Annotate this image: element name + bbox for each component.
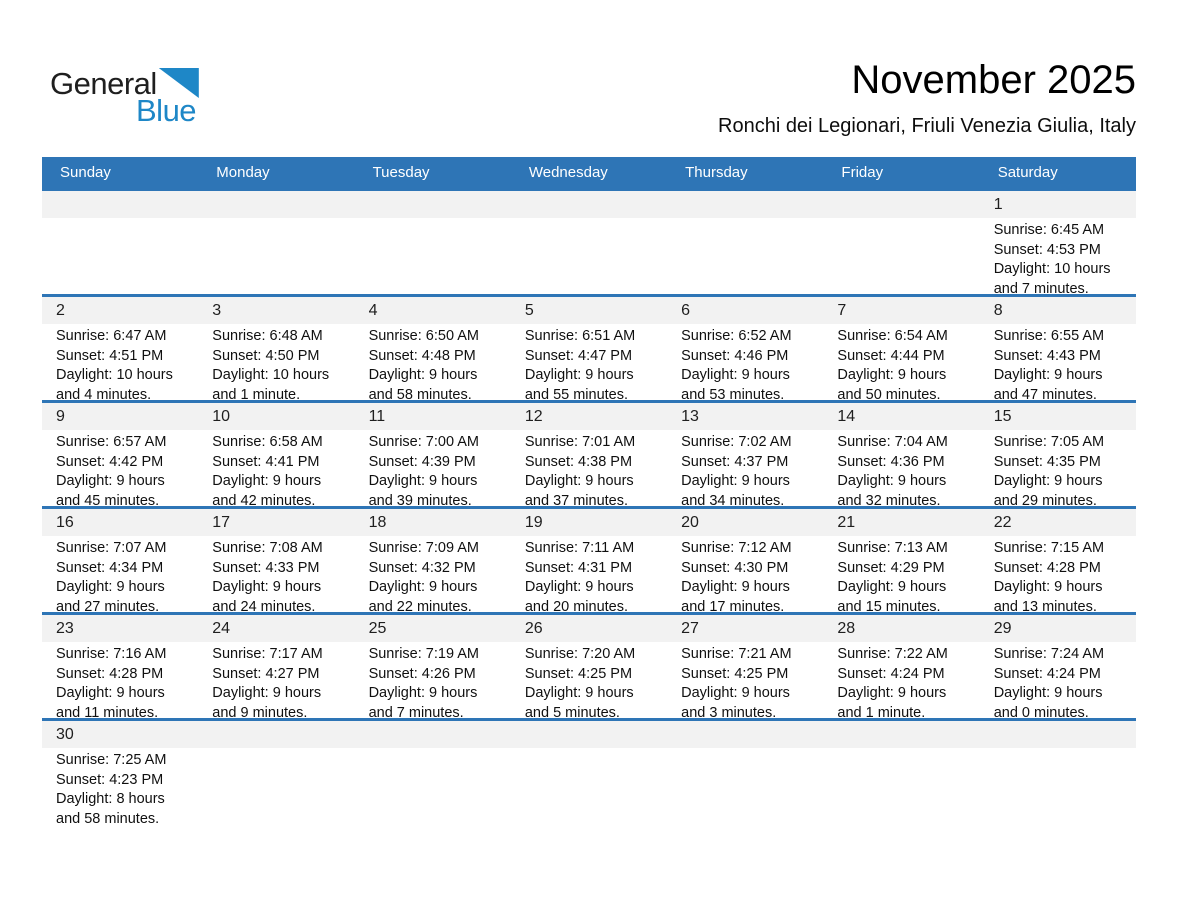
calendar-body — [42, 188, 1136, 834]
daylight-text: Daylight: 10 hours and 7 minutes. — [993, 261, 1111, 297]
logo-word-blue: Blue — [136, 93, 197, 128]
daylight-text: Daylight: 9 hours and 53 minutes. — [681, 367, 790, 403]
day-cell — [511, 403, 667, 509]
day-number: 16 — [42, 509, 198, 536]
daylight-text: Daylight: 9 hours and 55 minutes. — [524, 367, 634, 403]
sunrise-text: Sunrise: 7:00 AM — [368, 434, 479, 450]
day-cell — [355, 403, 511, 509]
daylight-text: Daylight: 9 hours and 39 minutes. — [368, 473, 478, 509]
sunset-text: Sunset: 4:28 PM — [56, 665, 164, 682]
day-number — [980, 721, 1136, 748]
day-cell — [355, 615, 511, 721]
day-info — [511, 324, 667, 405]
day-cell — [198, 297, 354, 403]
day-cell — [42, 403, 198, 509]
week-row — [42, 506, 1136, 615]
day-number: 12 — [511, 403, 667, 430]
daylight-text: Daylight: 9 hours and 42 minutes. — [212, 473, 322, 509]
empty-cell — [355, 191, 511, 294]
sunset-text: Sunset: 4:27 PM — [212, 665, 320, 682]
sunset-text: Sunset: 4:47 PM — [524, 347, 633, 364]
day-info — [823, 324, 979, 405]
sunrise-text: Sunrise: 6:52 AM — [681, 328, 792, 344]
day-number: 8 — [980, 297, 1136, 324]
day-number: 7 — [823, 297, 979, 324]
sunrise-text: Sunrise: 7:24 AM — [993, 646, 1105, 662]
day-info — [355, 324, 511, 405]
day-number: 15 — [980, 403, 1136, 430]
weekday-header-thursday: Thursday — [685, 164, 748, 181]
day-info — [823, 642, 979, 723]
day-cell — [823, 615, 979, 721]
sunrise-text: Sunrise: 7:11 AM — [524, 540, 635, 556]
day-info — [823, 536, 979, 617]
sunrise-text: Sunrise: 6:57 AM — [56, 434, 167, 450]
day-info — [42, 748, 198, 829]
sunrise-text: Sunrise: 7:17 AM — [212, 646, 323, 662]
day-cell — [42, 615, 198, 721]
daylight-text: Daylight: 9 hours and 45 minutes. — [56, 473, 165, 509]
day-info — [198, 642, 354, 723]
day-cell — [980, 615, 1136, 721]
calendar-table — [42, 157, 1136, 834]
day-number: 5 — [511, 297, 667, 324]
daylight-text: Daylight: 9 hours and 29 minutes. — [993, 473, 1103, 509]
logo-word-general: General — [50, 66, 157, 101]
day-number: 3 — [198, 297, 354, 324]
day-info — [42, 430, 198, 511]
sunrise-text: Sunrise: 6:50 AM — [368, 328, 479, 344]
daylight-text: Daylight: 9 hours and 3 minutes. — [681, 685, 790, 721]
sunrise-text: Sunrise: 7:07 AM — [56, 540, 167, 556]
day-number — [355, 721, 511, 748]
day-info — [511, 430, 667, 511]
daylight-text: Daylight: 9 hours and 50 minutes. — [837, 367, 947, 403]
sunrise-text: Sunrise: 6:58 AM — [212, 434, 323, 450]
daylight-text: Daylight: 9 hours and 34 minutes. — [681, 473, 790, 509]
day-info — [980, 324, 1136, 405]
weekday-header-row — [42, 157, 1136, 188]
sunrise-text: Sunrise: 7:21 AM — [681, 646, 792, 662]
sunset-text: Sunset: 4:23 PM — [56, 771, 164, 788]
sunrise-text: Sunrise: 6:45 AM — [993, 222, 1105, 238]
day-number: 22 — [980, 509, 1136, 536]
day-cell — [355, 297, 511, 403]
weekday-header-monday: Monday — [216, 164, 270, 181]
day-cell — [511, 297, 667, 403]
empty-cell — [980, 721, 1136, 834]
empty-cell — [823, 721, 979, 834]
sunset-text: Sunset: 4:34 PM — [56, 559, 164, 576]
day-info — [198, 324, 354, 405]
day-number — [667, 721, 823, 748]
page-subtitle: Ronchi dei Legionari, Friuli Venezia Giulia, Italy — [718, 115, 1136, 137]
sunrise-text: Sunrise: 7:25 AM — [56, 752, 167, 768]
sunrise-text: Sunrise: 7:09 AM — [368, 540, 479, 556]
day-number — [511, 191, 667, 218]
sunset-text: Sunset: 4:35 PM — [993, 453, 1101, 470]
day-cell — [823, 509, 979, 615]
weekday-header-friday: Friday — [841, 164, 884, 181]
day-number: 25 — [355, 615, 511, 642]
daylight-text: Daylight: 9 hours and 47 minutes. — [993, 367, 1103, 403]
sunrise-text: Sunrise: 6:55 AM — [993, 328, 1105, 344]
daylight-text: Daylight: 10 hours and 4 minutes. — [56, 367, 173, 403]
sunset-text: Sunset: 4:42 PM — [56, 453, 164, 470]
day-number: 29 — [980, 615, 1136, 642]
day-number — [355, 191, 511, 218]
daylight-text: Daylight: 9 hours and 9 minutes. — [212, 685, 322, 721]
sunset-text: Sunset: 4:31 PM — [524, 559, 633, 576]
day-number: 27 — [667, 615, 823, 642]
sunrise-text: Sunrise: 7:12 AM — [681, 540, 792, 556]
sunset-text: Sunset: 4:44 PM — [837, 347, 945, 364]
day-info — [355, 536, 511, 617]
day-number: 18 — [355, 509, 511, 536]
day-number: 1 — [980, 191, 1136, 218]
day-number: 17 — [198, 509, 354, 536]
sunrise-text: Sunrise: 7:20 AM — [524, 646, 636, 662]
day-info — [667, 642, 823, 723]
sunset-text: Sunset: 4:24 PM — [993, 665, 1101, 682]
sunrise-text: Sunrise: 7:05 AM — [993, 434, 1105, 450]
sunrise-text: Sunrise: 6:48 AM — [212, 328, 323, 344]
day-number: 10 — [198, 403, 354, 430]
day-cell — [198, 615, 354, 721]
day-cell — [667, 509, 823, 615]
day-info — [355, 642, 511, 723]
day-cell — [980, 509, 1136, 615]
day-cell — [823, 403, 979, 509]
sunrise-text: Sunrise: 7:16 AM — [56, 646, 167, 662]
day-cell — [198, 509, 354, 615]
sunset-text: Sunset: 4:38 PM — [524, 453, 633, 470]
empty-cell — [667, 721, 823, 834]
day-number — [667, 191, 823, 218]
empty-cell — [823, 191, 979, 294]
daylight-text: Daylight: 9 hours and 24 minutes. — [212, 579, 322, 615]
day-number — [198, 191, 354, 218]
daylight-text: Daylight: 10 hours and 1 minute. — [212, 367, 330, 403]
day-info — [667, 324, 823, 405]
day-number: 13 — [667, 403, 823, 430]
day-info — [667, 430, 823, 511]
sunrise-text: Sunrise: 7:04 AM — [837, 434, 948, 450]
sunrise-text: Sunrise: 7:22 AM — [837, 646, 948, 662]
sunset-text: Sunset: 4:30 PM — [681, 559, 789, 576]
day-number — [511, 721, 667, 748]
daylight-text: Daylight: 9 hours and 37 minutes. — [524, 473, 634, 509]
day-number: 20 — [667, 509, 823, 536]
sunset-text: Sunset: 4:39 PM — [368, 453, 476, 470]
sunset-text: Sunset: 4:29 PM — [837, 559, 945, 576]
day-cell — [198, 403, 354, 509]
daylight-text: Daylight: 9 hours and 22 minutes. — [368, 579, 478, 615]
day-number: 21 — [823, 509, 979, 536]
empty-cell — [667, 191, 823, 294]
daylight-text: Daylight: 9 hours and 13 minutes. — [993, 579, 1103, 615]
weekday-header-sunday: Sunday — [60, 164, 111, 181]
day-number: 24 — [198, 615, 354, 642]
day-number: 14 — [823, 403, 979, 430]
empty-cell — [198, 191, 354, 294]
day-number: 11 — [355, 403, 511, 430]
sunset-text: Sunset: 4:51 PM — [56, 347, 164, 364]
daylight-text: Daylight: 9 hours and 32 minutes. — [837, 473, 947, 509]
week-row — [42, 400, 1136, 509]
day-cell — [42, 509, 198, 615]
day-info — [823, 430, 979, 511]
week-row — [42, 294, 1136, 403]
day-number — [823, 191, 979, 218]
sunrise-text: Sunrise: 7:13 AM — [837, 540, 948, 556]
day-info — [198, 430, 354, 511]
day-number: 30 — [42, 721, 198, 748]
weekday-header-wednesday: Wednesday — [528, 164, 608, 181]
sunrise-text: Sunrise: 7:19 AM — [368, 646, 479, 662]
sunset-text: Sunset: 4:50 PM — [212, 347, 320, 364]
empty-cell — [511, 191, 667, 294]
empty-cell — [355, 721, 511, 834]
day-cell — [980, 191, 1136, 297]
day-cell — [511, 615, 667, 721]
week-row — [42, 612, 1136, 721]
sunset-text: Sunset: 4:41 PM — [212, 453, 320, 470]
day-number — [42, 191, 198, 218]
day-number: 9 — [42, 403, 198, 430]
page-title: November 2025 — [851, 58, 1136, 102]
day-cell — [980, 297, 1136, 403]
day-cell — [355, 509, 511, 615]
day-number: 19 — [511, 509, 667, 536]
day-number: 2 — [42, 297, 198, 324]
day-number: 26 — [511, 615, 667, 642]
day-info — [198, 536, 354, 617]
day-info — [42, 642, 198, 723]
empty-cell — [42, 191, 198, 294]
sunset-text: Sunset: 4:26 PM — [368, 665, 476, 682]
sunrise-text: Sunrise: 6:54 AM — [837, 328, 948, 344]
sunset-text: Sunset: 4:32 PM — [368, 559, 476, 576]
daylight-text: Daylight: 9 hours and 58 minutes. — [368, 367, 478, 403]
sunrise-text: Sunrise: 6:51 AM — [524, 328, 636, 344]
sunset-text: Sunset: 4:36 PM — [837, 453, 945, 470]
day-cell — [511, 509, 667, 615]
sunset-text: Sunset: 4:33 PM — [212, 559, 320, 576]
day-info — [355, 430, 511, 511]
daylight-text: Daylight: 8 hours and 58 minutes. — [56, 791, 165, 827]
day-number: 28 — [823, 615, 979, 642]
day-info — [980, 536, 1136, 617]
day-info — [511, 536, 667, 617]
day-cell — [823, 297, 979, 403]
day-info — [980, 218, 1136, 299]
weekday-header-tuesday: Tuesday — [372, 164, 430, 181]
day-number — [198, 721, 354, 748]
daylight-text: Daylight: 9 hours and 5 minutes. — [524, 685, 634, 721]
daylight-text: Daylight: 9 hours and 0 minutes. — [993, 685, 1103, 721]
day-cell — [980, 403, 1136, 509]
sunrise-text: Sunrise: 7:01 AM — [524, 434, 636, 450]
sunset-text: Sunset: 4:37 PM — [681, 453, 789, 470]
daylight-text: Daylight: 9 hours and 27 minutes. — [56, 579, 165, 615]
sunrise-text: Sunrise: 7:02 AM — [681, 434, 792, 450]
sunset-text: Sunset: 4:25 PM — [681, 665, 789, 682]
sunset-text: Sunset: 4:48 PM — [368, 347, 476, 364]
general-blue-logo — [50, 68, 250, 126]
day-info — [42, 536, 198, 617]
daylight-text: Daylight: 9 hours and 11 minutes. — [56, 685, 165, 721]
day-info — [667, 536, 823, 617]
daylight-text: Daylight: 9 hours and 1 minute. — [837, 685, 947, 721]
day-cell — [667, 297, 823, 403]
sunrise-text: Sunrise: 7:15 AM — [993, 540, 1105, 556]
day-number — [823, 721, 979, 748]
sunset-text: Sunset: 4:46 PM — [681, 347, 789, 364]
sunset-text: Sunset: 4:53 PM — [993, 241, 1101, 258]
day-cell — [42, 721, 198, 834]
day-cell — [667, 615, 823, 721]
week-row — [42, 188, 1136, 297]
empty-cell — [198, 721, 354, 834]
day-number: 4 — [355, 297, 511, 324]
sunset-text: Sunset: 4:28 PM — [993, 559, 1101, 576]
day-number: 6 — [667, 297, 823, 324]
weekday-header-saturday: Saturday — [997, 164, 1058, 181]
empty-cell — [511, 721, 667, 834]
sunset-text: Sunset: 4:24 PM — [837, 665, 945, 682]
daylight-text: Daylight: 9 hours and 7 minutes. — [368, 685, 478, 721]
daylight-text: Daylight: 9 hours and 15 minutes. — [837, 579, 947, 615]
daylight-text: Daylight: 9 hours and 17 minutes. — [681, 579, 790, 615]
sunrise-text: Sunrise: 6:47 AM — [56, 328, 167, 344]
day-number: 23 — [42, 615, 198, 642]
daylight-text: Daylight: 9 hours and 20 minutes. — [524, 579, 634, 615]
day-cell — [42, 297, 198, 403]
day-info — [42, 324, 198, 405]
day-info — [511, 642, 667, 723]
week-row — [42, 718, 1136, 834]
day-cell — [667, 403, 823, 509]
day-info — [980, 430, 1136, 511]
sunrise-text: Sunrise: 7:08 AM — [212, 540, 323, 556]
sunset-text: Sunset: 4:25 PM — [524, 665, 633, 682]
sunset-text: Sunset: 4:43 PM — [993, 347, 1101, 364]
day-info — [980, 642, 1136, 723]
